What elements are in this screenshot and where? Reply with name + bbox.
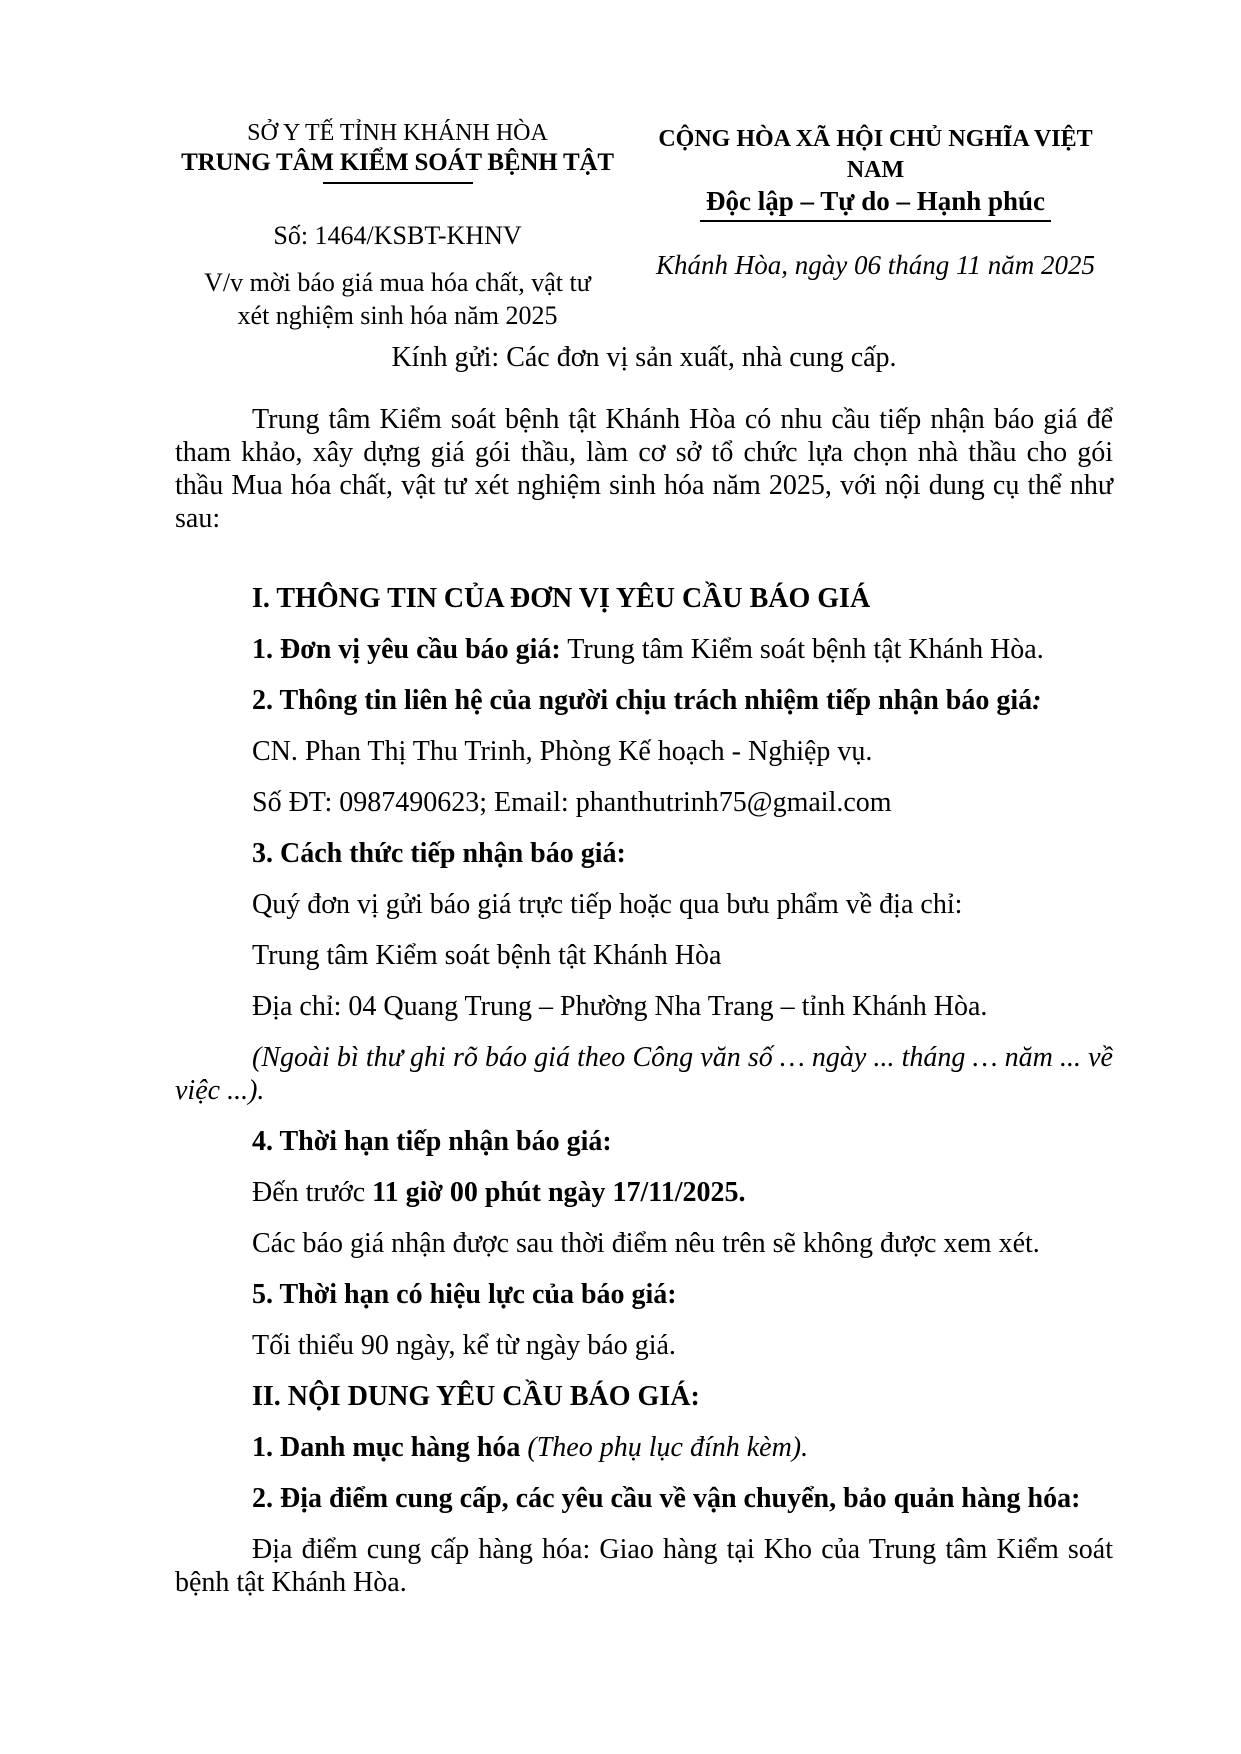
goods-list-label: 1. Danh mục hàng hóa <box>252 1432 521 1463</box>
item-3-line-3: Địa chỉ: 04 Quang Trung – Phường Nha Trang – tỉnh Khánh Hòa. <box>252 991 988 1022</box>
intro-paragraph: Trung tâm Kiểm soát bệnh tật Khánh Hòa có nhu cầu tiếp nhận báo giá để tham khảo, xây dựng giá gói thầu, làm cơ sở tổ chức lựa chọn nhà thầu cho gói thầu Mua hóa chất, vật tư xét nghiệm sinh hóa năm 2025, với nội dung cụ thể như sau: <box>175 404 1113 534</box>
item-2-label: 2. Thông tin liên hệ của người chịu trách nhiệm tiếp nhận báo giá <box>252 685 1033 716</box>
parent-agency: SỞ Y TẾ TỈNH KHÁNH HÒA <box>247 120 548 146</box>
goods-list-note: (Theo phụ lục đính kèm). <box>520 1432 809 1463</box>
document-subject <box>175 266 620 332</box>
agency-underline <box>323 182 473 184</box>
item-3-line-2: Trung tâm Kiểm soát bệnh tật Khánh Hòa <box>252 940 722 971</box>
place-date-line: Khánh Hòa, ngày 06 tháng 11 năm 2025 <box>656 250 1095 280</box>
deadline-line <box>175 1176 1113 1209</box>
subject-line-1: V/v mời báo giá mua hóa chất, vật tư <box>204 268 591 297</box>
item-1-value: Trung tâm Kiểm soát bệnh tật Khánh Hòa. <box>560 634 1044 665</box>
late-quote-note: Các báo giá nhận được sau thời điểm nêu trên sẽ không được xem xét. <box>252 1228 1040 1259</box>
national-motto <box>638 186 1113 222</box>
section-2-item-2: 2. Địa điểm cung cấp, các yêu cầu về vận chuyển, bảo quản hàng hóa: <box>252 1483 1081 1514</box>
item-2-colon: : <box>1032 685 1042 716</box>
document-number: Số: 1464/KSBT-KHNV <box>273 221 522 250</box>
contact-person-line: CN. Phan Thị Thu Trinh, Phòng Kế hoạch - Nghiệp vụ. <box>252 736 873 767</box>
delivery-location-line: Địa điểm cung cấp hàng hóa: Giao hàng tại Kho của Trung tâm Kiểm soát bệnh tật Khánh Hòa. <box>175 1534 1113 1598</box>
section-1-title: I. THÔNG TIN CỦA ĐƠN VỊ YÊU CẦU BÁO GIÁ <box>252 583 871 614</box>
salutation-line: Kính gửi: Các đơn vị sản xuất, nhà cung cấp. <box>391 342 897 373</box>
envelope-note: (Ngoài bì thư ghi rõ báo giá theo Công văn số … ngày ... tháng … năm ... về việc ...). <box>175 1042 1113 1106</box>
section-1-item-4: 4. Thời hạn tiếp nhận báo giá: <box>252 1126 612 1157</box>
deadline-value: 11 giờ 00 phút ngày 17/11/2025. <box>372 1177 746 1208</box>
national-header-block <box>638 112 1113 282</box>
section-2-title: II. NỘI DUNG YÊU CẦU BÁO GIÁ: <box>252 1381 700 1412</box>
subject-line-2: xét nghiệm sinh hóa năm 2025 <box>237 301 558 330</box>
section-1-item-5: 5. Thời hạn có hiệu lực của báo giá: <box>252 1279 677 1310</box>
document-header <box>175 112 1113 332</box>
national-title: CỘNG HÒA XÃ HỘI CHỦ NGHĨA VIỆT NAM <box>658 126 1093 183</box>
section-2-item-1 <box>175 1431 1113 1464</box>
issuing-agency-block <box>175 112 620 332</box>
section-1-item-1 <box>175 633 1113 666</box>
item-3-line-1: Quý đơn vị gửi báo giá trực tiếp hoặc qua bưu phẩm về địa chỉ: <box>252 889 963 920</box>
agency-name: TRUNG TÂM KIỂM SOÁT BỆNH TẬT <box>181 149 614 176</box>
motto-text: Độc lập – Tự do – Hạnh phúc <box>700 186 1051 222</box>
contact-phone-email-line: Số ĐT: 0987490623; Email: phanthutrinh75@gmail.com <box>252 787 892 818</box>
section-1-item-2 <box>175 684 1113 717</box>
deadline-prefix: Đến trước <box>252 1177 373 1208</box>
item-1-label: 1. Đơn vị yêu cầu báo giá: <box>252 634 561 665</box>
section-1-item-3: 3. Cách thức tiếp nhận báo giá: <box>252 838 626 869</box>
validity-line: Tối thiểu 90 ngày, kể từ ngày báo giá. <box>252 1330 676 1361</box>
